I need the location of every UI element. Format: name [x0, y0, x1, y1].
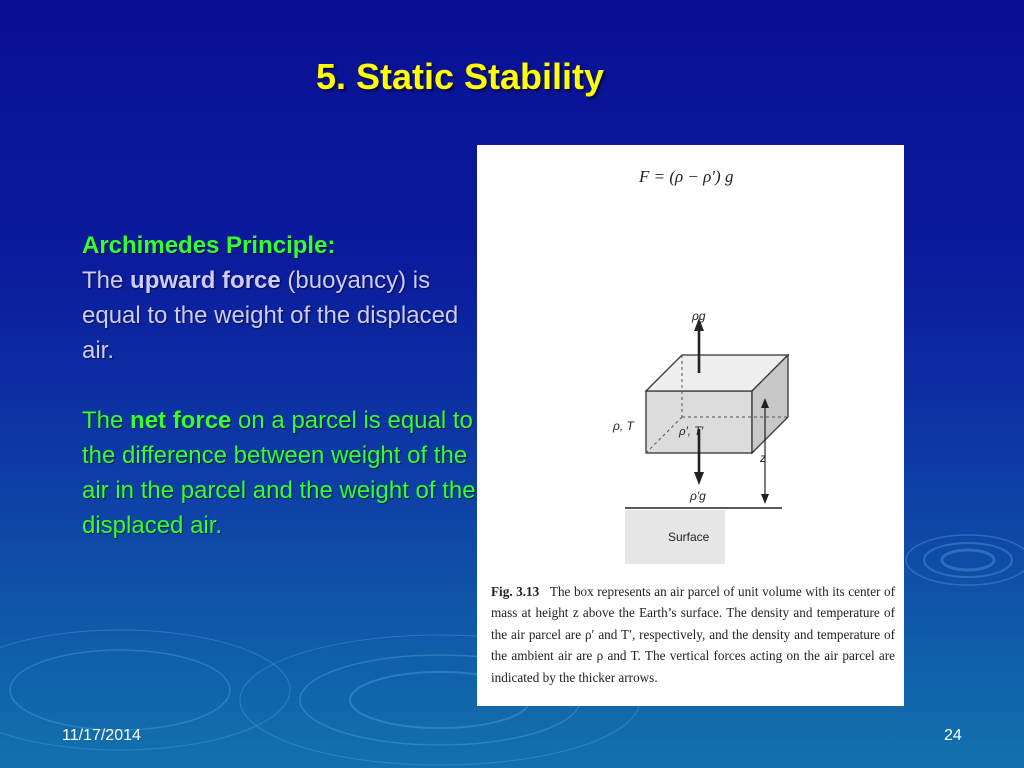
- para1-bold: upward force: [130, 267, 281, 294]
- paragraph-archimedes: [82, 228, 482, 368]
- footer-date: 11/17/2014: [62, 727, 141, 744]
- caption-figure-number: Fig. 3.13: [491, 584, 540, 599]
- figure-panel: [477, 145, 904, 706]
- slide-title: 5. Static Stability: [315, 56, 605, 97]
- paragraph-net-force: [82, 403, 482, 543]
- downward-force-label: ρ′g: [690, 489, 706, 503]
- para1-pre: The: [82, 267, 131, 294]
- figure-caption: [491, 581, 895, 688]
- height-arrow-bottom: [761, 494, 769, 504]
- para2-bold: net force: [130, 407, 232, 434]
- slide-body: [82, 228, 482, 543]
- heading-archimedes: Archimedes Principle:: [82, 232, 336, 259]
- caption-text: The box represents an air parcel of unit volume with its center of mass at height z above the Earth’s surface. The density and temperature of the air parcel are ρ′ and T′, respectively, and the density and temperature of the ambient air are ρ and T. The vertical forces acting on the air parcel are indicated by the thicker arrows.: [491, 584, 895, 685]
- para2-post: on a parcel is equal to the difference between weight of the air in the parcel and the weight of the displaced air.: [82, 407, 476, 539]
- surface-label: Surface: [668, 530, 710, 544]
- para1-post: (buoyancy) is equal to the weight of the displaced air.: [82, 267, 459, 364]
- downward-arrow-head: [694, 472, 704, 485]
- para2-pre: The: [82, 407, 131, 434]
- footer-page-number: 24: [944, 727, 962, 744]
- parcel-air-label: ρ′, T′: [679, 426, 704, 438]
- upward-force-label: ρg: [692, 309, 706, 323]
- height-label: z: [760, 451, 766, 465]
- force-equation: F = (ρ − ρ′) g: [639, 167, 734, 186]
- ambient-air-label: ρ, T: [613, 419, 634, 433]
